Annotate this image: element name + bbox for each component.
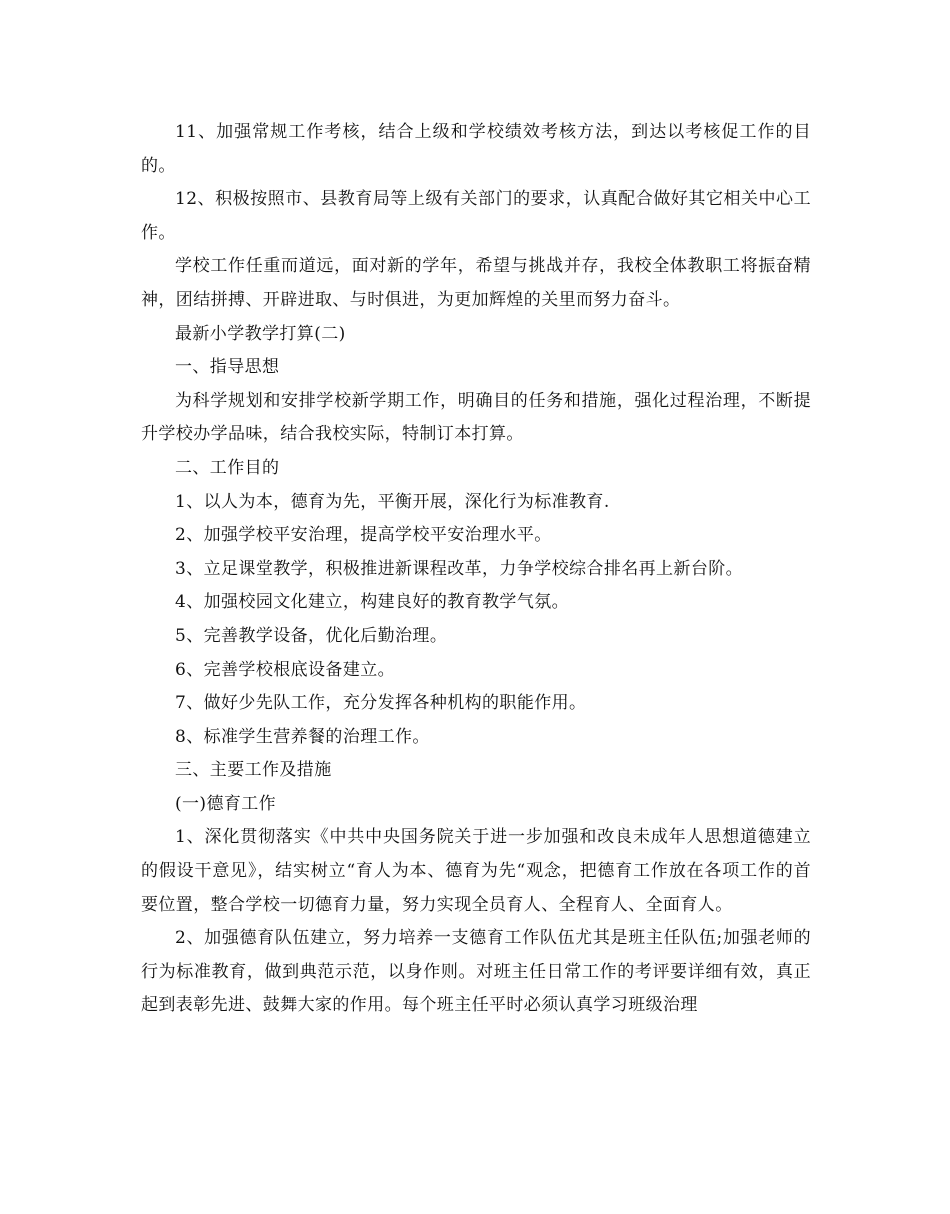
document-body — [141, 116, 811, 1023]
goal-item-7: 7、做好少先队工作，充分发挥各种机构的职能作用。 — [175, 693, 587, 714]
section-title: 最新小学教学打算(二) — [175, 323, 346, 344]
heading-guiding-thought: 一、指导思想 — [175, 357, 280, 378]
goal-item-4: 4、加强校园文化建立，构建良好的教育教学气氛。 — [175, 592, 570, 613]
subheading-moral-education: (一)德育工作 — [175, 793, 277, 814]
measure-item-1: 1、深化贯彻落实《中共中央国务院关于进一步加强和改良未成年人思想道德建立的假设干意见》，结实树立“育人为本、德育为先“观念，把德育工作放在各项工作的首要位置，整合学校一切德育力量，努力实现全员育人、全程育人、全面育人。 — [141, 827, 811, 915]
heading-main-measures: 三、主要工作及措施 — [175, 760, 332, 781]
measure-item-2: 2、加强德育队伍建立，努力培养一支德育工作队伍尤其是班主任队伍;加强老师的行为标准教育，做到典范示范，以身作则。对班主任日常工作的考评要详细有效，真正起到表彰先进、鼓舞大家的作用。每个班主任平时必须认真学习班级治理 — [141, 928, 811, 1016]
goal-item-8: 8、标准学生营养餐的治理工作。 — [175, 726, 430, 747]
goal-item-5: 5、完善教学设备，优化后勤治理。 — [175, 625, 448, 646]
closing-paragraph: 学校工作任重而道远，面对新的学年，希望与挑战并存，我校全体教职工将振奋精神，团结拼搏、开辟进取、与时俱进，为更加辉煌的关里而努力奋斗。 — [141, 256, 811, 310]
goal-item-6: 6、完善学校根底设备建立。 — [175, 659, 396, 680]
goal-item-2: 2、加强学校平安治理，提高学校平安治理水平。 — [175, 525, 552, 546]
heading-work-goals: 二、工作目的 — [175, 457, 280, 478]
paragraph-item-12: 12、积极按照市、县教育局等上级有关部门的要求，认真配合做好其它相关中心工作。 — [141, 189, 811, 243]
paragraph-item-11: 11、加强常规工作考核，结合上级和学校绩效考核方法，到达以考核促工作的目的。 — [141, 122, 811, 176]
goal-item-3: 3、立足课堂教学，积极推进新课程改革，力争学校综合排名再上新台阶。 — [175, 558, 744, 579]
paragraph-guiding-thought: 为科学规划和安排学校新学期工作，明确目的任务和措施，强化过程治理，不断提升学校办学品味，结合我校实际，特制订本打算。 — [141, 390, 811, 445]
goal-item-1: 1、以人为本，德育为先，平衡开展，深化行为标准教育. — [175, 491, 610, 512]
